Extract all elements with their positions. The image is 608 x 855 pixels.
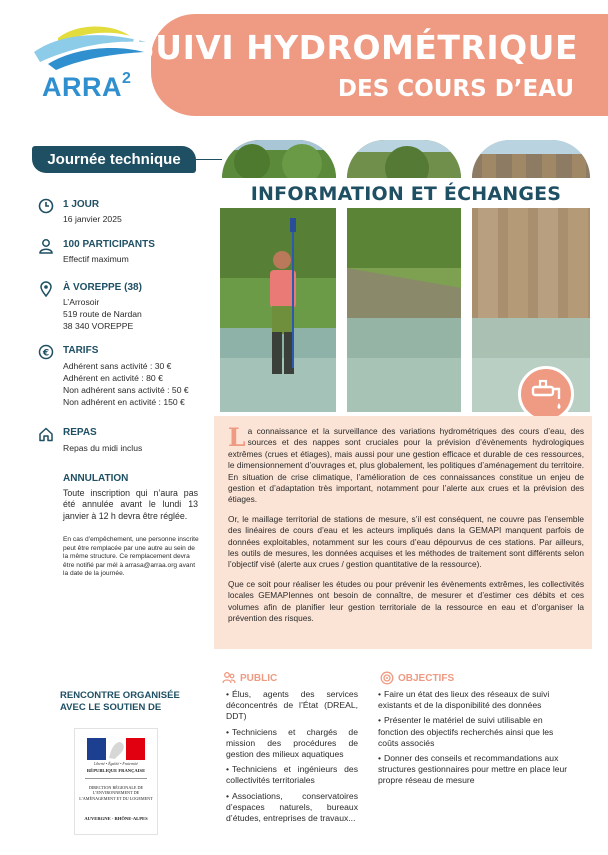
repas-text: Repas du midi inclus — [63, 443, 143, 453]
place-line: 519 route de Nardan — [63, 309, 142, 319]
tarif-line: Non adhérent sans activité : 50 € — [63, 385, 189, 395]
marianne-flag-icon — [87, 738, 145, 760]
title-banner — [131, 14, 608, 116]
event-type-tag: Journée technique — [32, 146, 196, 173]
public-title: PUBLIC — [240, 673, 278, 684]
photo-river-measurement — [220, 208, 336, 412]
water-tap-badge — [518, 366, 574, 422]
annulation-title: ANNULATION — [63, 473, 129, 484]
list-item: • Donner des conseils et recommandations aux structures gestionnaires pour mettre en place leur propre réseau de mesure — [378, 753, 568, 786]
photo-top-2 — [347, 140, 461, 178]
list-item: • Techniciens et chargés de mission des procédures de gestion des milieux aquatiques — [226, 726, 358, 760]
intro-box — [214, 416, 592, 649]
duration-title: 1 JOUR — [63, 199, 100, 210]
intro-paragraph-2: Or, le maillage territorial de stations de mesure, s’il est conséquent, ne couvre pas l’ensemble des linéaires de cours d’eau et les acteurs impliqués dans la GEMAPI manquent parfois de données exploitables, notamment sur les cours d’eau dépourvus de ces stations. Par ailleurs, les outils de mesures, les données acquises et les méthodes de traitement sont différents selon l’objectif visé (alerte aux crues / gestion quantitative de la ressource). — [228, 513, 584, 570]
intro-paragraph-3: Que ce soit pour réaliser les études ou pour prévenir les évènements extrêmes, les collectivités locales GEMAPIennes ont besoin de connaître, de mesurer et d’estimer ces débits et ces volumes afin de planifier leur gestion territoriale de la ressource en eau et d’organiser la prévention des risques. — [228, 578, 584, 624]
person-icon — [38, 238, 54, 254]
page-title: SUIVI HYDROMÉTRIQUE — [131, 28, 578, 67]
page-subtitle: DES COURS D’EAU — [337, 76, 574, 102]
dreal-name: DIRECTION RÉGIONALE DE L’ENVIRONNEMENT DE L’AMÉNAGEMENT ET DU LOGEMENT — [79, 785, 153, 801]
public-list — [226, 689, 358, 828]
location-pin-icon — [38, 281, 54, 297]
place-title: À VOREPPE (38) — [63, 282, 142, 293]
republic-motto: Liberté • Égalité • Fraternité — [94, 762, 138, 766]
tag-divider — [196, 159, 222, 160]
photo-top-3 — [472, 140, 590, 178]
annulation-text: Toute inscription qui n’aura pas été annulée avant le lundi 13 janvier à 12 h devra être réglée. — [63, 488, 198, 521]
support-title: RENCONTRE ORGANISÉE AVEC LE SOUTIEN DE — [60, 690, 180, 713]
home-icon — [38, 426, 54, 442]
place-line: L’Arrosoir — [63, 297, 100, 307]
water-tap-icon — [521, 369, 571, 419]
photo-top-1 — [222, 140, 336, 178]
tarifs-title: TARIFS — [63, 345, 99, 356]
tarif-line: Non adhérent en activité : 150 € — [63, 397, 185, 407]
prefecture-logo — [74, 728, 158, 835]
prefect-divider — [85, 778, 147, 779]
objectifs-list — [378, 689, 574, 791]
target-icon — [380, 671, 394, 685]
logo-text: ARRA$^2$ — [42, 70, 132, 102]
list-item: • Élus, agents des services déconcentrés de l’État (DREAL, DDT) — [226, 689, 358, 722]
participants-title: 100 PARTICIPANTS — [63, 239, 155, 250]
people-icon — [222, 671, 236, 685]
list-item: • Associations, conservatoires d’espaces naturels, bureaux d’études, entreprises de travaux... — [226, 790, 358, 824]
photo-river-vegetation — [347, 208, 461, 412]
region-name: AUVERGNE - RHÔNE-ALPES — [84, 816, 148, 821]
dropcap: L — [228, 423, 246, 452]
svg-text:€: € — [42, 348, 50, 359]
intro-paragraph-1: La connaissance et la surveillance des variations hydrométriques des cours d’eau, des sources et des nappes sont cruciales pour la prévision d’évènements hydrologiques extrêmes (crues et étiages), mais aussi pour une gestion efficace et durable de ces ressources, le dimensionnement d’ouvrages et, plus globalement, les politiques d’aménagement du territoire. En situation de crise climatique, l’amélioration de ces connaissances constitue un enjeu de gestion et d’adaptation très important, notamment pour l’alerte aux crues et la prévision des étiages. — [228, 423, 584, 505]
list-item: • Présenter le matériel de suivi utilisable en fonction des objectifs recherchés ainsi que les coûts associés — [378, 715, 554, 748]
tarif-line: Adhérent en activité : 80 € — [63, 373, 163, 383]
objectifs-title: OBJECTIFS — [398, 673, 455, 684]
annulation-note: En cas d’empêchement, une personne inscrite peut être remplacée par une autre au sein de la même structure. Ce remplacement devra être notifié par mél à arrasa@arraa.org avant la date de la journée. — [63, 536, 199, 578]
republic-name: RÉPUBLIQUE FRANÇAISE — [86, 768, 146, 773]
list-item: • Faire un état des lieux des réseaux de suivi existants et de la disponibilité des données — [378, 689, 550, 711]
duration-date: 16 janvier 2025 — [63, 214, 122, 224]
clock-icon — [38, 198, 54, 214]
place-line: 38 340 VOREPPE — [63, 321, 134, 331]
section-headline: INFORMATION ET ÉCHANGES — [224, 180, 588, 208]
participants-text: Effectif maximum — [63, 254, 129, 264]
repas-title: REPAS — [63, 427, 97, 438]
list-item: • Techniciens et ingénieurs des collectivités territoriales — [226, 764, 358, 786]
tarif-line: Adhérent sans activité : 30 € — [63, 361, 172, 371]
euro-icon — [38, 344, 54, 360]
